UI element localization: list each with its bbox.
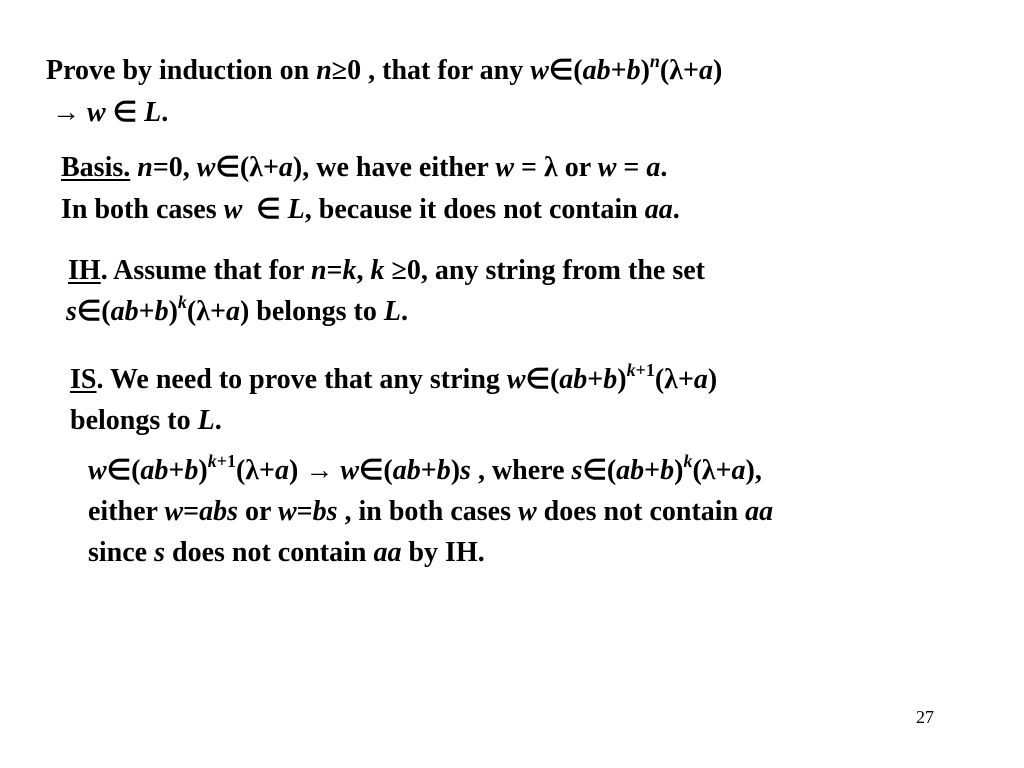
text-run: → bbox=[52, 97, 87, 128]
text-run: ab bbox=[616, 455, 645, 486]
text-run: ab bbox=[140, 455, 169, 486]
is-line-1 bbox=[70, 359, 718, 396]
text-run: ), we have either bbox=[292, 152, 496, 183]
text-run: by IH. bbox=[401, 537, 485, 568]
text-run: + bbox=[138, 296, 155, 327]
text-run: w bbox=[517, 496, 537, 527]
text-run: k bbox=[177, 291, 187, 312]
text-run: n bbox=[649, 50, 660, 71]
proof-line-2 bbox=[88, 496, 773, 528]
text-run: =0, bbox=[152, 152, 197, 183]
text-run: either bbox=[88, 496, 165, 527]
text-run: k bbox=[207, 450, 217, 471]
text-run: IS bbox=[70, 364, 97, 395]
text-run: does not contain bbox=[536, 496, 746, 527]
text-run: L bbox=[287, 194, 305, 225]
text-run: ) bbox=[640, 55, 650, 86]
proof-line-1 bbox=[88, 450, 762, 487]
text-run: w bbox=[495, 152, 515, 183]
statement-line-1 bbox=[46, 50, 723, 87]
text-run: , where bbox=[470, 455, 572, 486]
text-run: = bbox=[183, 496, 200, 527]
statement-line-2 bbox=[52, 97, 168, 129]
text-run: k bbox=[370, 255, 385, 286]
text-run: ) bbox=[707, 364, 718, 395]
text-run: b bbox=[154, 296, 169, 327]
text-run: . Assume that for bbox=[100, 255, 311, 286]
text-run: = bbox=[296, 496, 313, 527]
text-run: ∈( bbox=[525, 364, 560, 395]
text-run: b bbox=[626, 55, 641, 86]
text-run: (λ+ bbox=[654, 364, 694, 395]
text-run: In both cases bbox=[61, 194, 224, 225]
text-run: ) bbox=[674, 455, 684, 486]
text-run: ) bbox=[712, 55, 723, 86]
text-run: belongs to bbox=[70, 405, 198, 436]
text-run: ∈( bbox=[548, 55, 583, 86]
ih-line-2 bbox=[66, 291, 408, 328]
text-run: = bbox=[616, 152, 647, 183]
text-run: a bbox=[225, 296, 240, 327]
text-run: ), bbox=[745, 455, 762, 486]
text-run: ∈ bbox=[242, 194, 288, 225]
text-run: . bbox=[161, 97, 169, 128]
text-run: ) bbox=[168, 296, 178, 327]
text-run: + bbox=[587, 364, 604, 395]
text-run: ) bbox=[198, 455, 208, 486]
is-line-2 bbox=[70, 405, 222, 437]
text-run: . We need to prove that any string bbox=[96, 364, 507, 395]
text-run: k bbox=[342, 255, 357, 286]
text-run: (λ+ bbox=[659, 55, 699, 86]
text-run: . bbox=[672, 194, 680, 225]
text-run: w bbox=[530, 55, 549, 86]
text-run: = bbox=[326, 255, 343, 286]
text-run: b bbox=[436, 455, 451, 486]
text-run: = λ or bbox=[514, 152, 598, 183]
text-run: ∈( bbox=[582, 455, 617, 486]
text-run: b bbox=[184, 455, 199, 486]
text-run: bs bbox=[312, 496, 338, 527]
text-run: aa bbox=[644, 194, 673, 225]
text-run: + bbox=[610, 55, 627, 86]
ih-line-1 bbox=[68, 255, 705, 287]
text-run: w bbox=[223, 194, 243, 225]
text-run: (λ+ bbox=[235, 455, 276, 486]
text-run: s bbox=[66, 296, 77, 327]
text-run: IH bbox=[68, 255, 101, 286]
text-run: b bbox=[603, 364, 618, 395]
text-run: a bbox=[698, 55, 713, 86]
text-run: a bbox=[731, 455, 746, 486]
text-run: n bbox=[137, 152, 153, 183]
text-run: s bbox=[571, 455, 583, 486]
text-run: aa bbox=[373, 537, 402, 568]
text-run: s bbox=[154, 537, 166, 568]
proof-line-3 bbox=[88, 537, 485, 569]
basis-line-1 bbox=[61, 152, 667, 184]
text-run: ∈( bbox=[106, 455, 141, 486]
text-run: , because it does not contain bbox=[304, 194, 645, 225]
text-run: n bbox=[316, 55, 332, 86]
text-run: ab bbox=[559, 364, 588, 395]
text-run: ) belongs to bbox=[239, 296, 384, 327]
text-run: ∈( bbox=[76, 296, 111, 327]
text-run: b bbox=[660, 455, 675, 486]
text-run: a bbox=[646, 152, 661, 183]
text-run: ∈(λ+ bbox=[215, 152, 279, 183]
text-run: w bbox=[506, 364, 526, 395]
text-run: aa bbox=[745, 496, 774, 527]
text-run: . bbox=[660, 152, 668, 183]
text-run: ∈( bbox=[359, 455, 393, 486]
text-run: w bbox=[597, 152, 617, 183]
text-run: since bbox=[88, 537, 155, 568]
text-run: , bbox=[356, 255, 371, 286]
text-run: . bbox=[214, 405, 222, 436]
text-run: a bbox=[693, 364, 708, 395]
text-run: (λ+ bbox=[186, 296, 226, 327]
text-run: k bbox=[683, 450, 693, 471]
text-run: w bbox=[340, 455, 360, 486]
text-run: a bbox=[278, 152, 293, 183]
text-run: ≥0, any string from the set bbox=[384, 255, 705, 286]
text-run: s bbox=[460, 455, 471, 486]
page-number: 27 bbox=[916, 707, 934, 727]
text-run: ) → bbox=[289, 455, 341, 486]
text-run: L bbox=[144, 97, 162, 128]
text-run: w bbox=[277, 496, 297, 527]
text-run: does not contain bbox=[165, 537, 374, 568]
text-run: a bbox=[275, 455, 290, 486]
text-run: or bbox=[238, 496, 278, 527]
text-run: . bbox=[400, 296, 408, 327]
text-run: n bbox=[310, 255, 327, 286]
text-run: ab bbox=[110, 296, 139, 327]
text-run: +1 bbox=[216, 450, 236, 471]
text-run: + bbox=[644, 455, 661, 486]
text-run: w bbox=[196, 152, 216, 183]
text-run: ≥0 , that for any bbox=[331, 55, 531, 86]
text-run: ab bbox=[582, 55, 611, 86]
basis-line-2 bbox=[61, 194, 680, 226]
text-run: w bbox=[87, 97, 106, 128]
text-run: w bbox=[164, 496, 184, 527]
text-run: (λ+ bbox=[692, 455, 732, 486]
text-run: k bbox=[626, 359, 636, 380]
text-run: abs bbox=[199, 496, 239, 527]
text-run: + bbox=[420, 455, 437, 486]
text-run: , in both cases bbox=[337, 496, 518, 527]
text-run: w bbox=[88, 455, 107, 486]
text-run: Prove by induction on bbox=[46, 55, 317, 86]
text-run: ) bbox=[450, 455, 461, 486]
text-run: +1 bbox=[635, 359, 655, 380]
text-run: L bbox=[197, 405, 215, 436]
text-run: ab bbox=[392, 455, 421, 486]
text-run: Basis. bbox=[61, 152, 131, 183]
text-run: + bbox=[168, 455, 185, 486]
text-run: L bbox=[383, 296, 401, 327]
text-run: ) bbox=[617, 364, 627, 395]
text-run: ∈ bbox=[105, 97, 145, 128]
